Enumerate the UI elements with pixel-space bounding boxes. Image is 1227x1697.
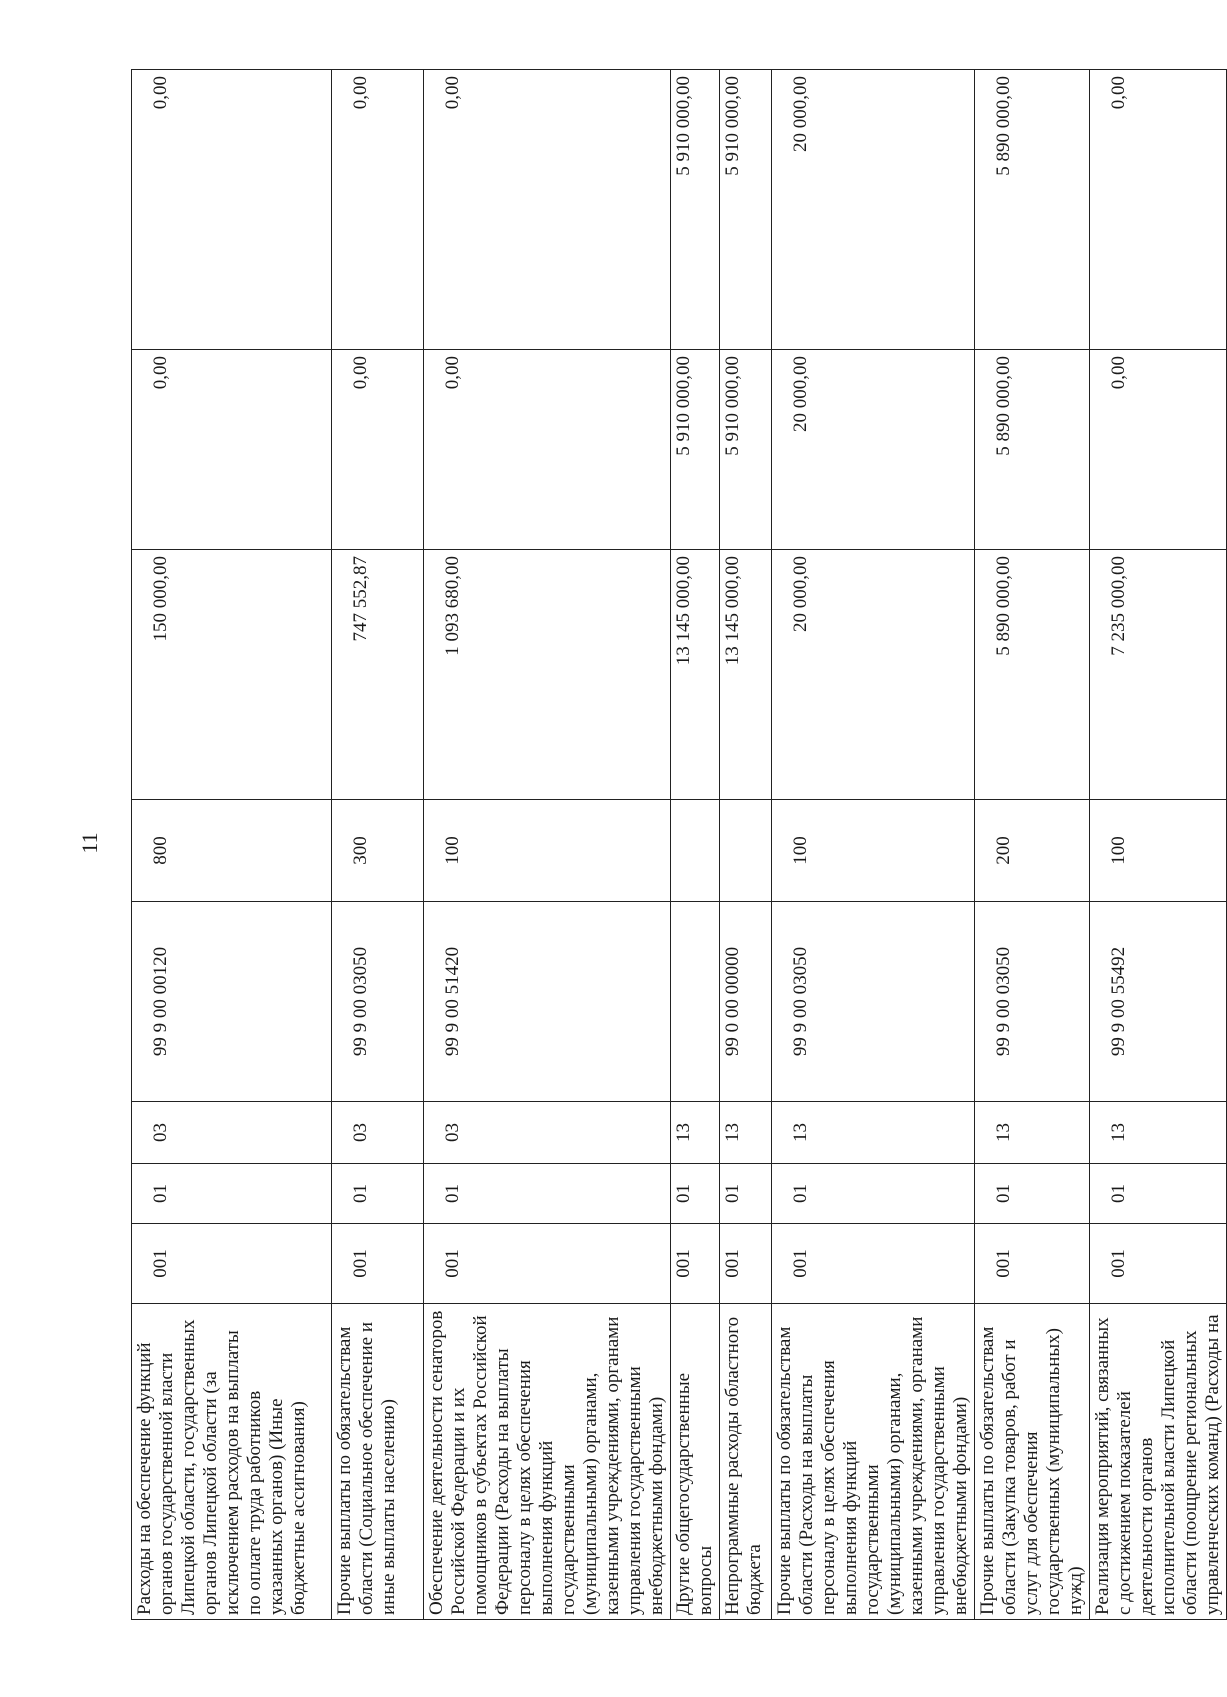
- page-number: 11: [77, 832, 102, 854]
- cell-sum3: 0,00: [332, 70, 424, 350]
- cell-name: Непрограммные расходы областного бюджета: [720, 1304, 772, 1620]
- cell-subsection: 13: [671, 1102, 720, 1164]
- cell-expense-type: 100: [772, 800, 975, 902]
- cell-sum2: 0,00: [424, 350, 671, 550]
- cell-subsection: 03: [424, 1102, 671, 1164]
- table-row: [720, 70, 772, 1620]
- cell-subsection: 03: [132, 1102, 332, 1164]
- cell-subsection: 13: [720, 1102, 772, 1164]
- cell-sum2: 0,00: [132, 350, 332, 550]
- cell-section: 01: [332, 1164, 424, 1224]
- table-row: [975, 70, 1090, 1620]
- cell-sum1: 150 000,00: [132, 550, 332, 800]
- cell-sum3: 0,00: [1090, 70, 1227, 350]
- cell-sum1: 20 000,00: [772, 550, 975, 800]
- cell-sum1: 13 145 000,00: [720, 550, 772, 800]
- cell-ministry: 001: [671, 1224, 720, 1304]
- cell-name: Прочие выплаты по обязательствам области (Социальное обеспечение и иные выплаты населению): [332, 1304, 424, 1620]
- cell-target: 99 9 00 00120: [132, 902, 332, 1102]
- cell-sum2: 0,00: [332, 350, 424, 550]
- cell-expense-type: [720, 800, 772, 902]
- cell-subsection: 03: [332, 1102, 424, 1164]
- cell-sum2: 5 890 000,00: [975, 350, 1090, 550]
- cell-expense-type: [671, 800, 720, 902]
- cell-sum2: 20 000,00: [772, 350, 975, 550]
- cell-target: 99 9 00 55492: [1090, 902, 1227, 1102]
- cell-sum3: 5 910 000,00: [720, 70, 772, 350]
- cell-sum3: 5 890 000,00: [975, 70, 1090, 350]
- budget-table: [131, 69, 1227, 1620]
- cell-subsection: 13: [975, 1102, 1090, 1164]
- cell-name: Другие общегосударственные вопросы: [671, 1304, 720, 1620]
- cell-target: 99 9 00 03050: [772, 902, 975, 1102]
- cell-sum3: 20 000,00: [772, 70, 975, 350]
- budget-table-body: [132, 70, 1227, 1620]
- cell-sum1: 7 235 000,00: [1090, 550, 1227, 800]
- cell-sum1: 13 145 000,00: [671, 550, 720, 800]
- cell-ministry: 001: [720, 1224, 772, 1304]
- table-row: [424, 70, 671, 1620]
- cell-ministry: 001: [1090, 1224, 1227, 1304]
- cell-sum1: 5 890 000,00: [975, 550, 1090, 800]
- cell-expense-type: 100: [424, 800, 671, 902]
- table-row: [332, 70, 424, 1620]
- cell-sum2: 5 910 000,00: [720, 350, 772, 550]
- cell-subsection: 13: [772, 1102, 975, 1164]
- cell-sum2: 0,00: [1090, 350, 1227, 550]
- cell-target: 99 9 00 03050: [975, 902, 1090, 1102]
- cell-expense-type: 100: [1090, 800, 1227, 902]
- cell-section: 01: [132, 1164, 332, 1224]
- cell-expense-type: 800: [132, 800, 332, 902]
- page-content: [131, 70, 1223, 1620]
- cell-section: 01: [424, 1164, 671, 1224]
- cell-sum1: 747 552,87: [332, 550, 424, 800]
- cell-sum2: 5 910 000,00: [671, 350, 720, 550]
- table-row: [772, 70, 975, 1620]
- cell-section: 01: [1090, 1164, 1227, 1224]
- cell-name: Прочие выплаты по обязательствам области (Расходы на выплаты персоналу в целях обеспечения выполнения функций государственными (муниципальными) органами, казенными учреждениями, органами управления государственными внебюджетными фондами): [772, 1304, 975, 1620]
- cell-name: Обеспечение деятельности сенаторов Российской Федерации и их помощников в субъектах Российской Федерации (Расходы на выплаты персоналу в целях обеспечения выполнения функций государственными (муниципальными) органами, казенными учреждениями, органами управления государственными внебюджетными фондами): [424, 1304, 671, 1620]
- cell-section: 01: [772, 1164, 975, 1224]
- cell-ministry: 001: [772, 1224, 975, 1304]
- cell-section: 01: [720, 1164, 772, 1224]
- rotated-table-container: [131, 70, 1223, 1620]
- cell-target: 99 0 00 00000: [720, 902, 772, 1102]
- cell-ministry: 001: [424, 1224, 671, 1304]
- cell-sum3: 0,00: [132, 70, 332, 350]
- cell-expense-type: 300: [332, 800, 424, 902]
- cell-expense-type: 200: [975, 800, 1090, 902]
- cell-sum3: 5 910 000,00: [671, 70, 720, 350]
- cell-name: Расходы на обеспечение функций органов государственной власти Липецкой области, государственных органов Липецкой области (за исключением расходов на выплаты по оплате труда работников указанных органов) (Иные бюджетные ассигнования): [132, 1304, 332, 1620]
- table-row: [132, 70, 332, 1620]
- cell-ministry: 001: [332, 1224, 424, 1304]
- table-row: [1090, 70, 1227, 1620]
- cell-sum3: 0,00: [424, 70, 671, 350]
- cell-target: [671, 902, 720, 1102]
- cell-target: 99 9 00 03050: [332, 902, 424, 1102]
- cell-subsection: 13: [1090, 1102, 1227, 1164]
- cell-section: 01: [671, 1164, 720, 1224]
- table-row: [671, 70, 720, 1620]
- cell-ministry: 001: [975, 1224, 1090, 1304]
- cell-sum1: 1 093 680,00: [424, 550, 671, 800]
- cell-name: Прочие выплаты по обязательствам области (Закупка товаров, работ и услуг для обеспечения государственных (муниципальных) нужд): [975, 1304, 1090, 1620]
- cell-name: Реализация мероприятий, связанных с достижением показателей деятельности органов исполнительной власти Липецкой области (поощрение региональных управленческих команд) (Расходы на: [1090, 1304, 1227, 1620]
- cell-section: 01: [975, 1164, 1090, 1224]
- cell-ministry: 001: [132, 1224, 332, 1304]
- cell-target: 99 9 00 51420: [424, 902, 671, 1102]
